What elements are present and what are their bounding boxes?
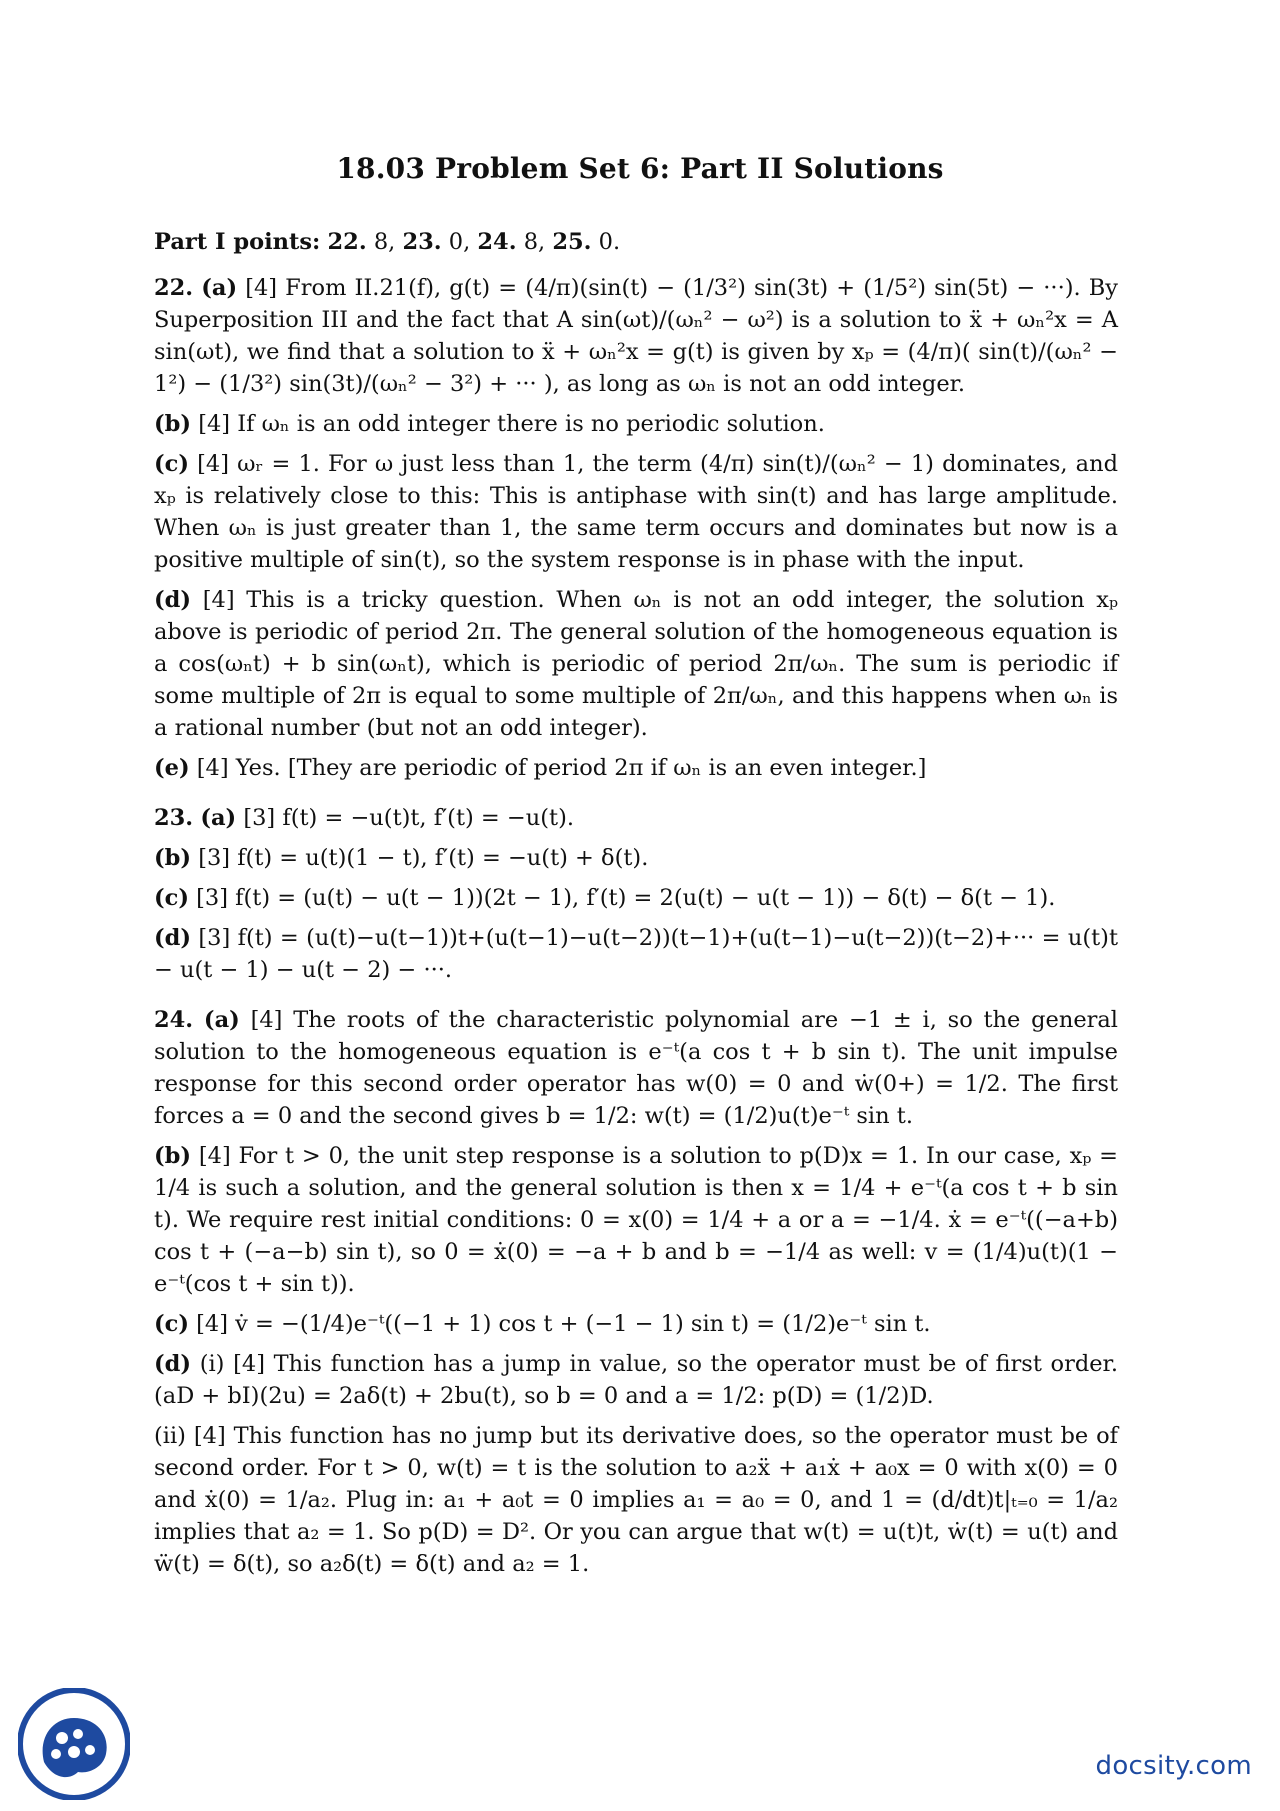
answer-text: [4] The roots of the characteristic polynomial are −1 ± i, so the general solution to the homogeneous equation is e⁻ᵗ(a cos t + b sin t). The unit impulse response for this second order operator has w(0) = 0 and ẇ(0+) = 1/2. The first forces a = 0 and the second gives b = 1/2: w(t) = (1/2)u(t)e⁻ᵗ sin t. [154,1007,1118,1129]
problem-24-b [154,1140,1118,1300]
part-label: (c) [154,1311,189,1337]
part-label: (d) [154,925,192,951]
problem-23-d [154,922,1118,986]
part-label: (a) [201,275,238,301]
problem-24-d-ii [154,1420,1118,1580]
problem-22-c [154,448,1118,576]
problem-22-a [154,272,1118,400]
points-label: Part I points: [154,229,321,255]
points-number: 23. [402,229,442,255]
problem-number: 24. [154,1007,194,1033]
problem-23-b [154,842,1118,874]
part-label: (c) [154,885,189,911]
points-value: 0, [448,229,471,255]
answer-text: (ii) [4] This function has no jump but its derivative does, so the operator must be of second order. For t > 0, w(t) = t is the solution to a₂ẍ + a₁ẋ + a₀x = 0 with x(0) = 0 and ẋ(0) = 1/a₂. Plug in: a₁ + a₀t = 0 implies a₁ = a₀ = 0, and 1 = (d/dt)t|ₜ₌₀ = 1/a₂ implies that a₂ = 1. So p(D) = D². Or you can argue that w(t) = u(t)t, ẇ(t) = u(t) and ẅ(t) = δ(t), so a₂δ(t) = δ(t) and a₂ = 1. [154,1423,1118,1577]
docsity-logo-icon[interactable] [18,1688,130,1800]
part-label: (a) [203,1007,240,1033]
problem-24-c [154,1308,1118,1340]
points-number: 25. [552,229,592,255]
answer-text: [4] ωᵣ = 1. For ω just less than 1, the term (4/π) sin(t)/(ωₙ² − 1) dominates, and xₚ is relatively close to this: This is antiphase with sin(t) and has large amplitude. When ωₙ is just greater than 1, the same term occurs and dominates but now is a positive multiple of sin(t), so the system response is in phase with the input. [154,451,1118,573]
points-value: 8, [373,229,396,255]
problem-number: 22. [154,275,194,301]
problem-23-a [154,802,1118,834]
answer-text: [3] f(t) = u(t)(1 − t), f′(t) = −u(t) + δ(t). [198,845,649,871]
answer-text: [3] f(t) = −u(t)t, f′(t) = −u(t). [243,805,575,831]
answer-text: [4] From II.21(f), g(t) = (4/π)(sin(t) − (1/3²) sin(3t) + (1/5²) sin(5t) − ···). By Superposition III and the fact that A sin(ωt)/(ωₙ² − ω²) is a solution to ẍ + ωₙ²x = A sin(ωt), we find that a solution to ẍ + ωₙ²x = g(t) is given by xₚ = (4/π)( sin(t)/(ωₙ² − 1²) − (1/3²) sin(3t)/(ωₙ² − 3²) + ··· ), as long as ωₙ is not an odd integer. [154,275,1118,397]
points-number: 24. [477,229,517,255]
problem-24-a [154,1004,1118,1132]
answer-text: [3] f(t) = (u(t) − u(t − 1))(2t − 1), f′(t) = 2(u(t) − u(t − 1)) − δ(t) − δ(t − 1). [196,885,1056,911]
part-one-points [154,226,1118,258]
problem-number: 23. [154,805,194,831]
part-label: (e) [154,755,190,781]
part-label: (b) [154,411,192,437]
points-number: 22. [327,229,367,255]
page-title: 18.03 Problem Set 6: Part II Solutions [336,152,944,185]
docsity-brand-link[interactable]: docsity.com [1095,1751,1252,1781]
points-value: 8, [523,229,546,255]
part-label: (a) [200,805,237,831]
answer-text: [4] Yes. [They are periodic of period 2π if ωₙ is an even integer.] [196,755,927,781]
answer-text: [4] For t > 0, the unit step response is a solution to p(D)x = 1. In our case, xₚ = 1/4 is such a solution, and the general solution is then x = 1/4 + e⁻ᵗ(a cos t + b sin t). We require rest initial conditions: 0 = x(0) = 1/4 + a or a = −1/4. ẋ = e⁻ᵗ((−a+b) cos t + (−a−b) sin t), so 0 = ẋ(0) = −a + b and b = −1/4 as well: v = (1/4)u(t)(1 − e⁻ᵗ(cos t + sin t)). [154,1143,1118,1297]
answer-text: [4] If ωₙ is an odd integer there is no periodic solution. [198,411,825,437]
part-label: (d) [154,1351,192,1377]
part-label: (d) [154,587,192,613]
answer-text: [3] f(t) = (u(t)−u(t−1))t+(u(t−1)−u(t−2))(t−1)+(u(t−1)−u(t−2))(t−2)+··· = u(t)t − u(t − 1) − u(t − 2) − ···. [154,925,1118,983]
problem-22-b [154,408,1118,440]
part-label: (b) [154,1143,192,1169]
part-label: (b) [154,845,192,871]
problem-22-e [154,752,1118,784]
answer-text: (i) [4] This function has a jump in value, so the operator must be of first order. (aD + bI)(2u) = 2aδ(t) + 2bu(t), so b = 0 and a = 1/2: p(D) = (1/2)D. [154,1351,1118,1409]
answer-text: [4] v̇ = −(1/4)e⁻ᵗ((−1 + 1) cos t + (−1 − 1) sin t) = (1/2)e⁻ᵗ sin t. [196,1311,931,1337]
document-body [154,226,1118,1588]
problem-24-d [154,1348,1118,1412]
answer-text: [4] This is a tricky question. When ωₙ is not an odd integer, the solution xₚ above is periodic of period 2π. The general solution of the homogeneous equation is a cos(ωₙt) + b sin(ωₙt), which is periodic of period 2π/ωₙ. The sum is periodic if some multiple of 2π is equal to some multiple of 2π/ωₙ, and this happens when ωₙ is a rational number (but not an odd integer). [154,587,1118,741]
problem-22-d [154,584,1118,744]
part-label: (c) [154,451,189,477]
problem-23-c [154,882,1118,914]
points-value: 0. [598,229,621,255]
